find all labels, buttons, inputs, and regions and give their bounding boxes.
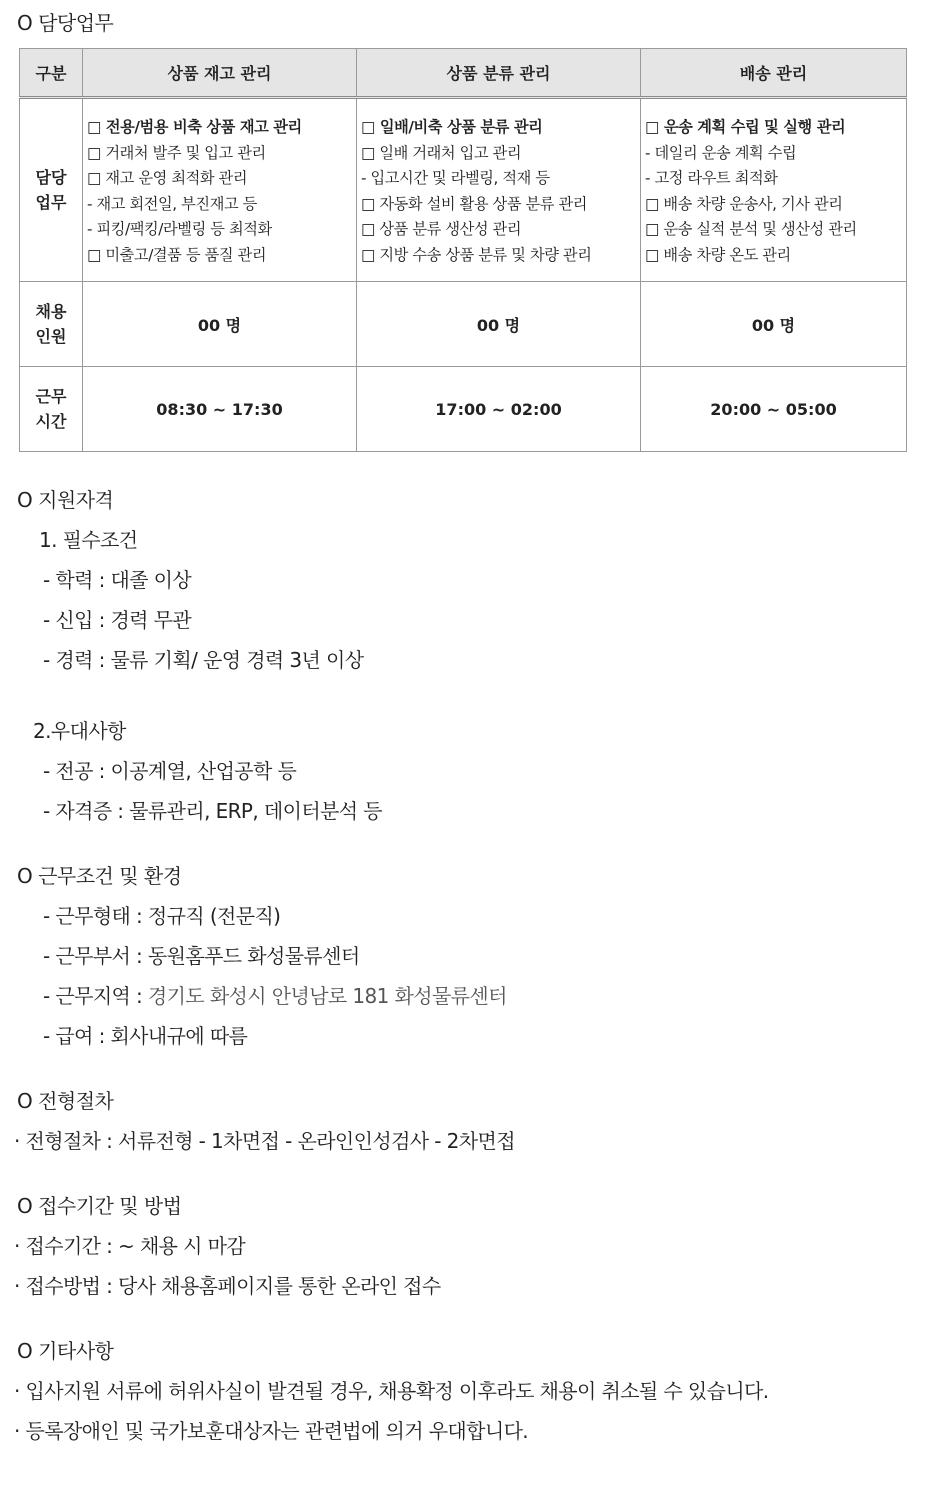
list-item: - 근무부서 : 동원홈푸드 화성물류센터 [43, 944, 360, 968]
list-item: - 데일리 운송 계획 수립 [645, 143, 797, 162]
table-row-times [20, 367, 907, 452]
row-label-hire: 채용 인원 [20, 282, 83, 367]
table-row-hires [20, 282, 907, 367]
list-item: - 급여 : 회사내규에 따름 [43, 1024, 248, 1048]
duty-list-sorting [357, 98, 641, 282]
list-item: - 자격증 : 물류관리, ERP, 데이터분석 등 [43, 799, 382, 823]
required-title: 1. 필수조건 [39, 528, 138, 552]
list-item: - 경력 : 물류 기획/ 운영 경력 3년 이상 [43, 648, 364, 672]
list-item: □ 일배 거래처 입고 관리 [361, 143, 522, 162]
list-item: - 전공 : 이공계열, 산업공학 등 [43, 759, 297, 783]
section-heading-conditions: O 근무조건 및 환경 [17, 864, 182, 888]
table-row-duties [20, 98, 907, 282]
work-time-sorting: 17:00 ~ 02:00 [357, 367, 641, 452]
table-header-inventory: 상품 재고 관리 [83, 49, 357, 98]
list-item: □ 일배/비축 상품 분류 관리 [361, 118, 543, 136]
preferred-title: 2.우대사항 [33, 719, 126, 743]
list-item: - 재고 회전일, 부진재고 등 [87, 194, 257, 213]
list-item: □ 전용/범용 비축 상품 재고 관리 [87, 118, 302, 136]
list-item: □ 자동화 설비 활용 상품 분류 관리 [361, 194, 588, 213]
table-header-delivery: 배송 관리 [641, 49, 907, 98]
list-item: - 입고시간 및 라벨링, 적재 등 [361, 169, 550, 187]
section-heading-duty: O 담당업무 [17, 11, 114, 35]
process-text: · 전형절차 : 서류전형 - 1차면접 - 온라인인성검사 - 2차면접 [14, 1129, 515, 1153]
list-item: □ 미출고/결품 등 품질 관리 [87, 245, 267, 264]
work-location-label: - 근무지역 : [43, 984, 148, 1008]
work-location-value: 경기도 화성시 안녕남로 181 화성물류센터 [147, 984, 507, 1008]
hire-count-sorting: 00 명 [357, 282, 641, 367]
work-location [43, 983, 507, 1009]
list-item: □ 배송 차량 운송사, 기사 관리 [645, 194, 843, 213]
duty-table [19, 48, 907, 452]
table-header-sorting: 상품 분류 관리 [357, 49, 641, 98]
application-method: · 접수방법 : 당사 채용홈페이지를 통한 온라인 접수 [14, 1274, 441, 1298]
list-item: □ 지방 수송 상품 분류 및 차량 관리 [361, 245, 592, 264]
hire-count-inventory: 00 명 [83, 282, 357, 367]
list-item: · 입사지원 서류에 허위사실이 발견될 경우, 채용확정 이후라도 채용이 취소될 수 있습니다. [14, 1379, 769, 1403]
list-item: - 고정 라우트 최적화 [645, 169, 778, 187]
list-item: □ 재고 운영 최적화 관리 [87, 169, 248, 187]
list-item: · 등록장애인 및 국가보훈대상자는 관련법에 의거 우대합니다. [14, 1419, 529, 1443]
section-heading-etc: O 기타사항 [17, 1339, 114, 1363]
list-item: - 학력 : 대졸 이상 [43, 568, 192, 592]
table-header-row [20, 49, 907, 98]
row-label-time: 근무 시간 [20, 367, 83, 452]
duty-list-delivery [641, 98, 907, 282]
hire-count-delivery: 00 명 [641, 282, 907, 367]
list-item: - 근무형태 : 정규직 (전문직) [43, 904, 281, 928]
list-item: - 신입 : 경력 무관 [43, 608, 192, 632]
row-label-duty: 담당 업무 [20, 98, 83, 282]
work-time-delivery: 20:00 ~ 05:00 [641, 367, 907, 452]
list-item: - 피킹/팩킹/라벨링 등 최적화 [87, 220, 272, 238]
section-heading-application: O 접수기간 및 방법 [17, 1194, 182, 1218]
list-item: □ 운송 실적 분석 및 생산성 관리 [645, 220, 857, 238]
section-heading-qualification: O 지원자격 [17, 488, 114, 512]
list-item: □ 운송 계획 수립 및 실행 관리 [645, 118, 846, 136]
work-time-inventory: 08:30 ~ 17:30 [83, 367, 357, 452]
section-heading-process: O 전형절차 [17, 1089, 114, 1113]
list-item: □ 배송 차량 온도 관리 [645, 245, 791, 264]
duty-list-inventory [83, 98, 357, 282]
application-period: · 접수기간 : ~ 채용 시 마감 [14, 1234, 246, 1258]
table-header-category: 구분 [20, 49, 83, 98]
list-item: □ 거래처 발주 및 입고 관리 [87, 143, 266, 162]
list-item: □ 상품 분류 생산성 관리 [361, 220, 522, 238]
